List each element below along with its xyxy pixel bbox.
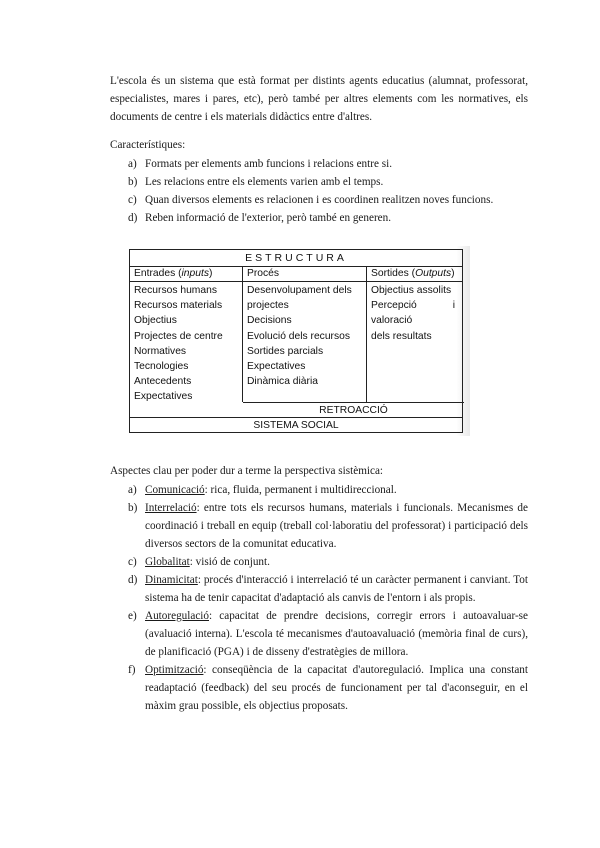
list-item: d) Reben informació de l'exterior, però també en generen.: [128, 212, 392, 224]
structure-figure: [126, 246, 470, 436]
output-item: Percepció i: [371, 300, 455, 312]
outputs-column: [371, 283, 461, 344]
table-header-row: [130, 266, 462, 282]
intro-paragraph: L'escola és un sistema que està format per distints agents educatius (alumnat, professorat, especialistes, mares i pares, etc), però també per altres elements com les normatives, els documents de centre i els materials didàctics entre d'altres.: [110, 75, 528, 123]
list-item: c) Quan diversos elements es relacionen i es coordinen realitzen noves funcions.: [128, 194, 494, 206]
process-item: Decisions: [247, 315, 292, 327]
list-item: a) Comunicació: rica, fluida, permanent i multidireccional.: [128, 484, 397, 496]
figure-title: ESTRUCTURA: [130, 250, 462, 267]
list-item: f) Optimització: conseqüència de la capacitat d'autoregulació. Implica una constant readaptació (feedback) del seu procés de funcionament per tal d'aconseguir, en el màxim grau possible, els objectius proposats.: [128, 664, 528, 712]
output-item: valoració: [371, 315, 413, 327]
input-item: Antecedents: [134, 376, 192, 388]
characteristics-list: [110, 155, 528, 227]
input-item: Recursos materials: [134, 300, 223, 312]
social-system-row: SISTEMA SOCIAL: [130, 417, 462, 434]
process-item: Dinàmica diària: [247, 376, 318, 388]
column-divider: [366, 266, 367, 402]
characteristics-heading: Característiques:: [110, 139, 186, 151]
list-item: a) Formats per elements amb funcions i relacions entre si.: [128, 158, 392, 170]
input-item: Expectatives: [134, 391, 193, 403]
list-item: c) Globalitat: visió de conjunt.: [128, 556, 270, 568]
process-header: Procés: [247, 268, 280, 279]
outputs-header: Sortides (Outputs): [371, 268, 455, 279]
output-item: dels resultats: [371, 330, 432, 342]
process-item: Evolució dels recursos: [247, 330, 351, 342]
input-item: Normatives: [134, 345, 187, 357]
list-item: b) Interrelació: entre tots els recursos humans, materials i funcionals. Mecanismes de coordinació i treball en equip (treball col·laboratiu del professorat) i participació dels diversos sectors de la comunitat educativa.: [128, 502, 528, 550]
input-item: Projectes de centre: [134, 330, 223, 342]
output-item: Objectius assolits: [371, 285, 452, 296]
input-item: Recursos humans: [134, 285, 217, 296]
input-item: Objectius: [134, 315, 177, 327]
process-item: Expectatives: [247, 360, 306, 372]
input-item: Tecnologies: [134, 360, 189, 372]
aspects-list: [110, 481, 528, 715]
process-item: Desenvolupament dels: [247, 285, 352, 296]
column-divider: [242, 266, 243, 402]
structure-table: [129, 249, 463, 433]
list-item: e) Autoregulació: capacitat de prendre decisions, corregir errors i autoavaluar-se (avaluació interna). L'escola té mecanismes d'autoavaluació (memòria final de curs), de planificació (PGA) i de disseny d'estratègies de millora.: [128, 610, 528, 658]
aspects-heading: Aspectes clau per poder dur a terme la perspectiva sistèmica:: [110, 465, 384, 477]
process-column: [247, 283, 365, 389]
process-item: projectes: [247, 300, 289, 312]
list-item: d) Dinamicitat: procés d'interacció i interrelació té un caràcter permanent i canviant. Tot sistema ha de tenir capacitat d'adaptació als canvis de l'entorn i als propis.: [128, 574, 528, 604]
inputs-column: [134, 283, 240, 405]
feedback-row: RETROACCIÓ: [243, 402, 464, 417]
list-item: b) Les relacions entre els elements varien amb el temps.: [128, 176, 384, 188]
inputs-header: Entrades (inputs): [134, 268, 213, 279]
process-item: Sortides parcials: [247, 345, 324, 357]
